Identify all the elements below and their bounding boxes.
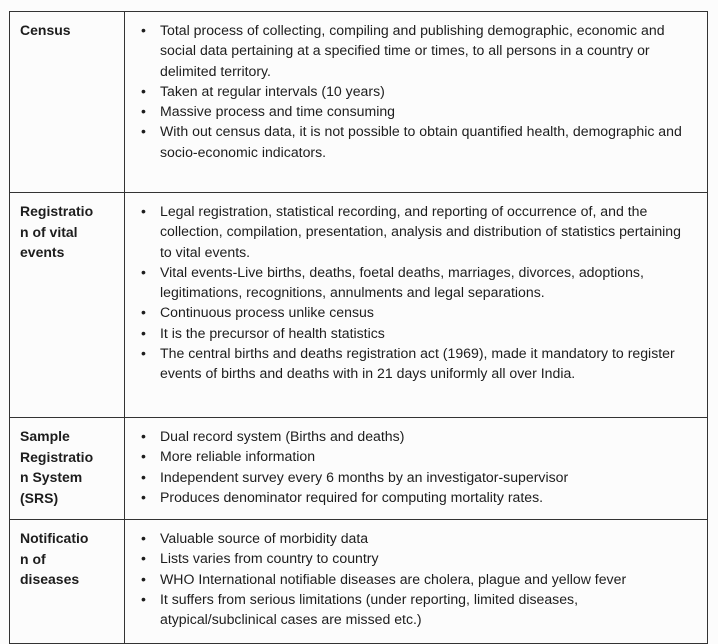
bullet-item: • With out census data, it is not possible to obtain quantified health, demographic and socio-economic indicators. bbox=[137, 121, 695, 162]
bullet-list bbox=[137, 20, 695, 162]
table-row bbox=[10, 520, 708, 644]
bullet-list bbox=[137, 201, 695, 384]
row-label-cell bbox=[10, 12, 125, 193]
bullet-item: • It is the precursor of health statistics bbox=[137, 323, 695, 343]
row-content-cell bbox=[125, 520, 708, 644]
bullet-item: • WHO International notifiable diseases are cholera, plague and yellow fever bbox=[137, 569, 695, 589]
row-label: Notificatio n of diseases bbox=[20, 530, 89, 587]
bullet-item: • Total process of collecting, compiling and publishing demographic, economic and social data pertaining at a specified time or times, to all persons in a country or delimited territory. bbox=[137, 20, 695, 81]
bullet-item: • Produces denominator required for computing mortality rates. bbox=[137, 487, 695, 507]
bullet-item: • It suffers from serious limitations (under reporting, limited diseases, atypical/subclinical cases are missed etc.) bbox=[137, 589, 695, 630]
row-label-cell bbox=[10, 193, 125, 418]
bullet-item: • The central births and deaths registration act (1969), made it mandatory to register events of births and deaths with in 21 days uniformly all over India. bbox=[137, 343, 695, 384]
bullet-list bbox=[137, 426, 695, 507]
row-label-cell bbox=[10, 520, 125, 644]
bullet-item: • Dual record system (Births and deaths) bbox=[137, 426, 695, 446]
row-label: Registratio n of vital events bbox=[20, 203, 94, 260]
row-content-cell bbox=[125, 193, 708, 418]
table-row bbox=[10, 418, 708, 520]
health-data-sources-table bbox=[9, 11, 708, 644]
bullet-item: • Valuable source of morbidity data bbox=[137, 528, 695, 548]
bullet-item: • Continuous process unlike census bbox=[137, 302, 695, 322]
bullet-item: • Massive process and time consuming bbox=[137, 101, 695, 121]
table-row bbox=[10, 193, 708, 418]
bullet-item: • Vital events-Live births, deaths, foetal deaths, marriages, divorces, adoptions, legitimations, recognitions, annulments and legal separations. bbox=[137, 262, 695, 303]
table-row bbox=[10, 12, 708, 193]
bullet-item: • Taken at regular intervals (10 years) bbox=[137, 81, 695, 101]
row-content-cell bbox=[125, 12, 708, 193]
bullet-item: • Legal registration, statistical recording, and reporting of occurrence of, and the collection, compilation, presentation, analysis and distribution of statistics pertaining to vital events. bbox=[137, 201, 695, 262]
row-label: Sample Registratio n System (SRS) bbox=[20, 428, 94, 506]
row-content-cell bbox=[125, 418, 708, 520]
bullet-list bbox=[137, 528, 695, 629]
bullet-item: • Independent survey every 6 months by an investigator-supervisor bbox=[137, 467, 695, 487]
bullet-item: • Lists varies from country to country bbox=[137, 548, 695, 568]
bullet-item: • More reliable information bbox=[137, 446, 695, 466]
row-label: Census bbox=[20, 22, 71, 38]
row-label-cell bbox=[10, 418, 125, 520]
